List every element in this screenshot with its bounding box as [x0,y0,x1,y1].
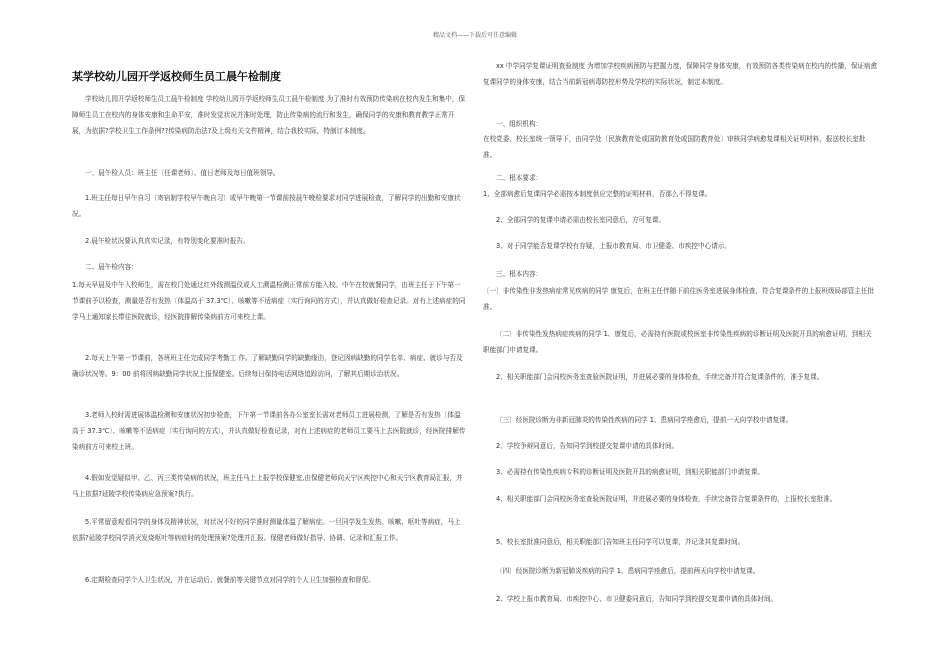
right-paragraph-16: 5、校长室批准同意后，相关职能部门告知班主任同学可以复课，并记录其复课时间。 [496,538,745,546]
right-paragraph-15: 4、相关职能部门会同校医务室查验医院证明，并进展必要的身体检查，手续完备符合复课条件的，上报校长室批准。 [496,495,837,503]
right-paragraph-12: 〔三〕经医院诊断为非新冠肺炎的传染性疾病的同学 1、患病同学痊愈后，提前一天向学校申请复课。 [496,416,793,424]
right-paragraph-2: 一、组织机构： [496,120,543,128]
left-paragraph-7: 2.每天上午第一节课前，各班班主任完成同学考勤工 作。了解缺勤同学的缺勤缘由，登记因病缺勤的同学名单、病症、就诊与否及确诊状况等。9：00 前将因病缺勤同学状况上报保健室。后续每日保持电话网络追踪访问，了解其后期诊治状况。 [72,354,463,378]
document-title: 某学校幼儿园开学返校师生员工晨午检制度 [72,70,281,83]
right-paragraph-8: 三、根本内容： [496,270,543,278]
page-header: 精品文档——下载后可任意编辑 [432,32,517,39]
right-paragraph-13: 2、学校争辩同意后，告知同学到校提交复课申请的具体时间。 [496,442,679,450]
right-paragraph-17: 〔四〕经医院诊断为新冠肺炎疾病的同学 1、患病同学痊愈后，提前两天向学校申请复课。 [496,567,760,575]
left-paragraph-3: 1.班主任每日早午自习〔寄宿制学校早午晚自习〕或早午晚第一节课前按晨午晚检要求对同学进展检查，了解同学的出勤和安康状况。 [72,194,461,218]
left-paragraph-1: 学校幼儿园开学返校师生员工晨午检制度 学校幼儿园开学返校师生员工晨午检制度 为了准时有效预防传染病在校内发生和集中，保障师生员工在校内的身体安康和生命平安，准时发觉状况并准时处理，防止传染病的流行和发生，确保同学的安康和教育教学正常开展，为依据?学校卫生工作条例??传染病防治法?及上级有关文件精神，结合我校实际，特制订本制度。 [72,95,466,135]
right-paragraph-14: 3、必需持有传染性疾病专科的诊断证明及医院开具的病愈证明，到相关职能部门申请复课。 [496,468,764,476]
left-paragraph-6: 1.每天早晨及中午入校师生，需在校门处通过红外线测温仪或人工测温检测正常前方能入校。中午在校就餐同学，由班主任于下午第一节课前予以检查，测量是否有发热〔体温高于 37.3℃〕、咳嗽等不适病症〔实行询问的方式〕，并认真做好检查记录。对有上述病症的同学马上通知家长带往医院就诊，经医院排解传染病前方可来校上课。 [72,281,466,321]
right-paragraph-11: 2、相关职能部门会同校医务室查验医院证明，并进展必要的身体检查，手续完备并符合复课条件的，准予复课。 [496,373,824,381]
left-paragraph-10: 5.平常留意观看同学的身体及精神状况，对状况不好的同学准时测量体温了解病症。一旦同学发生发热、咳嗽、呕吐等病症，马上依据?延陵学校同学消灭发烧呕吐等病症时的处理预案?处理并汇报。保健老师做好指导、协调、记录和汇报工作。 [72,518,461,542]
left-paragraph-4: 2.晨午检状况要认真真实记录，有特别变化要准时报告。 [85,237,250,245]
left-paragraph-5: 二、晨午检内容： [85,263,138,271]
right-paragraph-1: xx 中学同学复课证明查验制度 为增加学校疾病预防与把握力度，保障同学身体安康，有效预防各类传染病在校内的传播，保证病愈复课同学的身体安康，结合当前新冠病毒防控形势及学校的实际状况，制定本制度。 [483,62,878,86]
left-paragraph-8: 3.老师入校时需进展体温检测和安康状况初步检查，下午第一节课前各办公室室长需对老师员工进展检测，了解是否有发热〔体温高于 37.3℃〕、咳嗽等不适病症〔实行询问的方式〕，并认真做好检查记录，对有上述病症的老师员工要马上去医院就诊，经医院排解传染病前方可来校上班。 [72,411,466,451]
right-paragraph-6: 2、全部同学的复课申请必需由校长室同意后，方可复课。 [496,216,666,224]
right-paragraph-3: 在校党委、校长室统一领导下，由同学处〔民族教育处或国防教育处或国防教育处〕审核同学病愈复课相关证明材料，报送校长室批准。 [483,135,866,159]
right-paragraph-9: 〔一〕非传染性非发热病症常见疾病的同学 康复后，在班主任伴随下前往医务室进展身体检查，符合复课条件的上报班级局部管主任批准。 [483,287,875,311]
right-paragraph-4: 二、根本要求： [496,174,543,182]
right-paragraph-7: 3、对于同学能否复课学校有存疑，上报市教育局、市卫健委、市疾控中心请示。 [496,242,731,250]
left-paragraph-11: 6.定期检查同学个人卫生状况，并在运动后、就餐前等关键节点对同学的个人卫生加强检查和督促。 [85,576,375,584]
left-paragraph-9: 4.假如发觉疑似甲、乙、丙三类传染病的状况，班主任马上上报学校保健室,由保健老师向天宁区疾控中心和天宁区教育局汇报，并马上依据?延陵学校传染病应急预案?执行。 [72,474,463,498]
right-paragraph-5: 1、全部病愈后复课同学必需按本制度供应完整的证明材料，否那么不得复课。 [483,190,712,198]
right-paragraph-18: 2、学校上报市教育局、市疾控中心、市卫健委同意后，告知同学到校提交复课申请的具体时间。 [496,595,778,603]
right-paragraph-10: 〔二〕非传染性发热病症疾病的同学 1、康复后，必需持有医院或校医室非传染性疾病的诊断证明及医院开具的病愈证明，到相关职能部门申请复课。 [483,330,872,354]
left-paragraph-2: 一、晨午检人员：班主任〔任课老师〕、值日老师及每日值班领导。 [85,169,280,177]
